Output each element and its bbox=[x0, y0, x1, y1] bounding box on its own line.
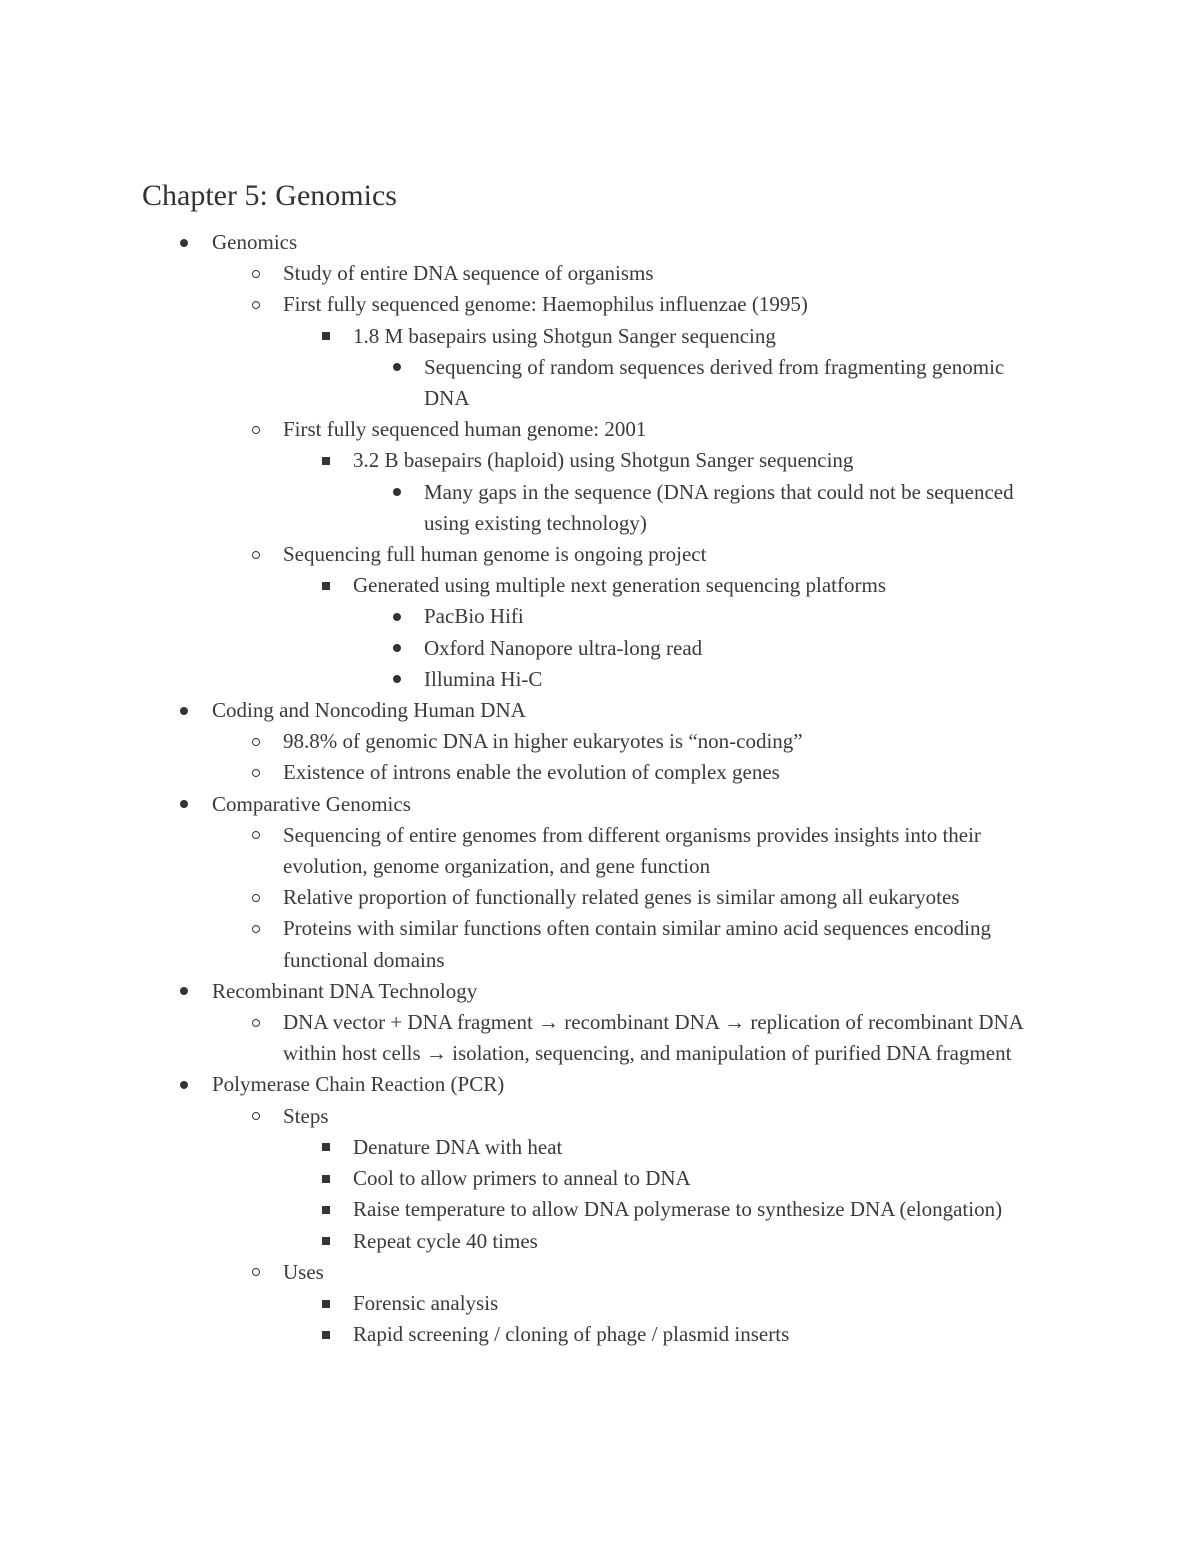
bullet-square-icon bbox=[318, 1194, 334, 1225]
bullet-circle-icon bbox=[248, 1257, 264, 1288]
bullet-circle-icon bbox=[248, 414, 264, 445]
list-item-text: Recombinant DNA Technology bbox=[212, 978, 478, 1003]
list-item bbox=[0, 539, 1063, 570]
bullet-dot-icon bbox=[389, 633, 405, 664]
list-item bbox=[0, 352, 1024, 414]
list-item-text: Illumina Hi-C bbox=[424, 666, 543, 691]
list-item-text: Repeat cycle 40 times bbox=[353, 1228, 538, 1253]
bullet-dot-icon bbox=[176, 695, 192, 726]
bullet-square-icon bbox=[318, 445, 334, 476]
list-item-text: Polymerase Chain Reaction (PCR) bbox=[212, 1072, 505, 1097]
bullet-circle-icon bbox=[248, 882, 264, 913]
list-item bbox=[0, 477, 1024, 539]
bullet-dot-icon bbox=[176, 227, 192, 258]
bullet-circle-icon bbox=[248, 539, 264, 570]
list-item-text: Genomics bbox=[212, 230, 298, 254]
list-item bbox=[0, 1288, 1033, 1319]
bullet-dot-icon bbox=[389, 477, 405, 508]
list-item-text: Study of entire DNA sequence of organisms bbox=[283, 261, 654, 286]
list-item bbox=[0, 414, 1063, 445]
bullet-circle-icon bbox=[248, 726, 264, 757]
list-item-text: Coding and Noncoding Human DNA bbox=[212, 698, 526, 723]
list-item-text: Sequencing full human genome is ongoing project bbox=[283, 542, 707, 567]
list-item bbox=[0, 1101, 1063, 1132]
bullet-square-icon bbox=[318, 1288, 334, 1319]
list-item-text: Steps bbox=[283, 1103, 329, 1128]
list-item-text: Cool to allow primers to anneal to DNA bbox=[353, 1166, 691, 1191]
bullet-square-icon bbox=[318, 1132, 334, 1163]
list-item bbox=[0, 289, 1063, 320]
list-item-text: Comparative Genomics bbox=[212, 791, 411, 816]
list-item-text: Rapid screening / cloning of phage / plasmid inserts bbox=[353, 1322, 790, 1347]
list-item bbox=[0, 789, 1062, 820]
list-item bbox=[0, 601, 1024, 632]
bullet-dot-icon bbox=[389, 601, 405, 632]
list-item-text: Existence of introns enable the evolution of complex genes bbox=[283, 760, 780, 785]
bullet-square-icon bbox=[318, 1226, 334, 1257]
list-item bbox=[0, 882, 1063, 913]
list-item bbox=[0, 1319, 1033, 1350]
bullet-square-icon bbox=[318, 1163, 334, 1194]
bullet-circle-icon bbox=[248, 820, 264, 851]
bullet-circle-icon bbox=[248, 289, 264, 320]
list-item bbox=[0, 664, 1024, 695]
list-item bbox=[0, 976, 1062, 1007]
list-item bbox=[0, 445, 1033, 476]
bullet-circle-icon bbox=[248, 757, 264, 788]
list-item-text: Raise temperature to allow DNA polymerase to synthesize DNA (elongation) bbox=[353, 1197, 1003, 1222]
list-item-text: Relative proportion of functionally related genes is similar among all eukaryotes bbox=[283, 885, 960, 910]
list-item-text: Many gaps in the sequence (DNA regions that could not be sequenced using existing technology) bbox=[424, 479, 1014, 535]
list-item-text: First fully sequenced human genome: 2001 bbox=[283, 417, 647, 442]
bullet-dot-icon bbox=[176, 789, 192, 820]
list-item-text: Proteins with similar functions often contain similar amino acid sequences encoding functional domains bbox=[283, 916, 992, 972]
bullet-dot-icon bbox=[176, 1069, 192, 1100]
list-item-text: First fully sequenced genome: Haemophilus influenzae (1995) bbox=[283, 292, 808, 317]
list-item bbox=[0, 1257, 1063, 1288]
list-item bbox=[0, 726, 1063, 757]
bullet-circle-icon bbox=[248, 913, 264, 944]
list-item bbox=[0, 1132, 1033, 1163]
list-item-text: Oxford Nanopore ultra-long read bbox=[424, 635, 703, 660]
bullet-dot-icon bbox=[389, 352, 405, 383]
list-item bbox=[0, 227, 1062, 258]
bullet-dot-icon bbox=[389, 664, 405, 695]
bullet-dot-icon bbox=[176, 976, 192, 1007]
bullet-square-icon bbox=[318, 570, 334, 601]
bullet-square-icon bbox=[318, 1319, 334, 1350]
list-item bbox=[0, 1226, 1033, 1257]
list-item-text: 3.2 B basepairs (haploid) using Shotgun Sanger sequencing bbox=[353, 448, 854, 473]
bullet-square-icon bbox=[318, 321, 334, 352]
list-item bbox=[0, 321, 1033, 352]
bullet-circle-icon bbox=[248, 1101, 264, 1132]
bullet-circle-icon bbox=[248, 1007, 264, 1038]
list-item bbox=[0, 1069, 1062, 1100]
list-item bbox=[0, 695, 1062, 726]
page-title: Chapter 5: Genomics bbox=[142, 179, 397, 212]
list-item-text: Denature DNA with heat bbox=[353, 1134, 563, 1159]
list-item bbox=[0, 570, 1033, 601]
list-item bbox=[0, 1007, 1063, 1069]
bullet-circle-icon bbox=[248, 258, 264, 289]
list-item bbox=[0, 820, 1063, 882]
list-item-text: PacBio Hifi bbox=[424, 604, 524, 629]
list-item bbox=[0, 258, 1063, 289]
list-item bbox=[0, 1194, 1033, 1225]
list-item-text: 98.8% of genomic DNA in higher eukaryotes is “non-coding” bbox=[283, 729, 803, 754]
bullet-outline bbox=[0, 227, 1200, 1350]
list-item-text: Generated using multiple next generation sequencing platforms bbox=[353, 573, 887, 598]
list-item-text: Forensic analysis bbox=[353, 1290, 499, 1315]
list-item-text: Sequencing of random sequences derived from fragmenting genomic DNA bbox=[424, 354, 1005, 411]
list-item bbox=[0, 1163, 1033, 1194]
list-item-text: 1.8 M basepairs using Shotgun Sanger sequencing bbox=[353, 323, 776, 348]
list-item-text: Sequencing of entire genomes from different organisms provides insights into their evolution, genome organization, and gene function bbox=[283, 822, 981, 879]
list-item bbox=[0, 757, 1063, 788]
list-item bbox=[0, 633, 1024, 664]
list-item-text: DNA vector + DNA fragment → recombinant DNA → replication of recombinant DNA within host cells → isolation, sequencing, and manipulation of purified DNA fragment bbox=[283, 1010, 1023, 1066]
list-item bbox=[0, 913, 1063, 975]
list-item-text: Uses bbox=[283, 1259, 324, 1284]
